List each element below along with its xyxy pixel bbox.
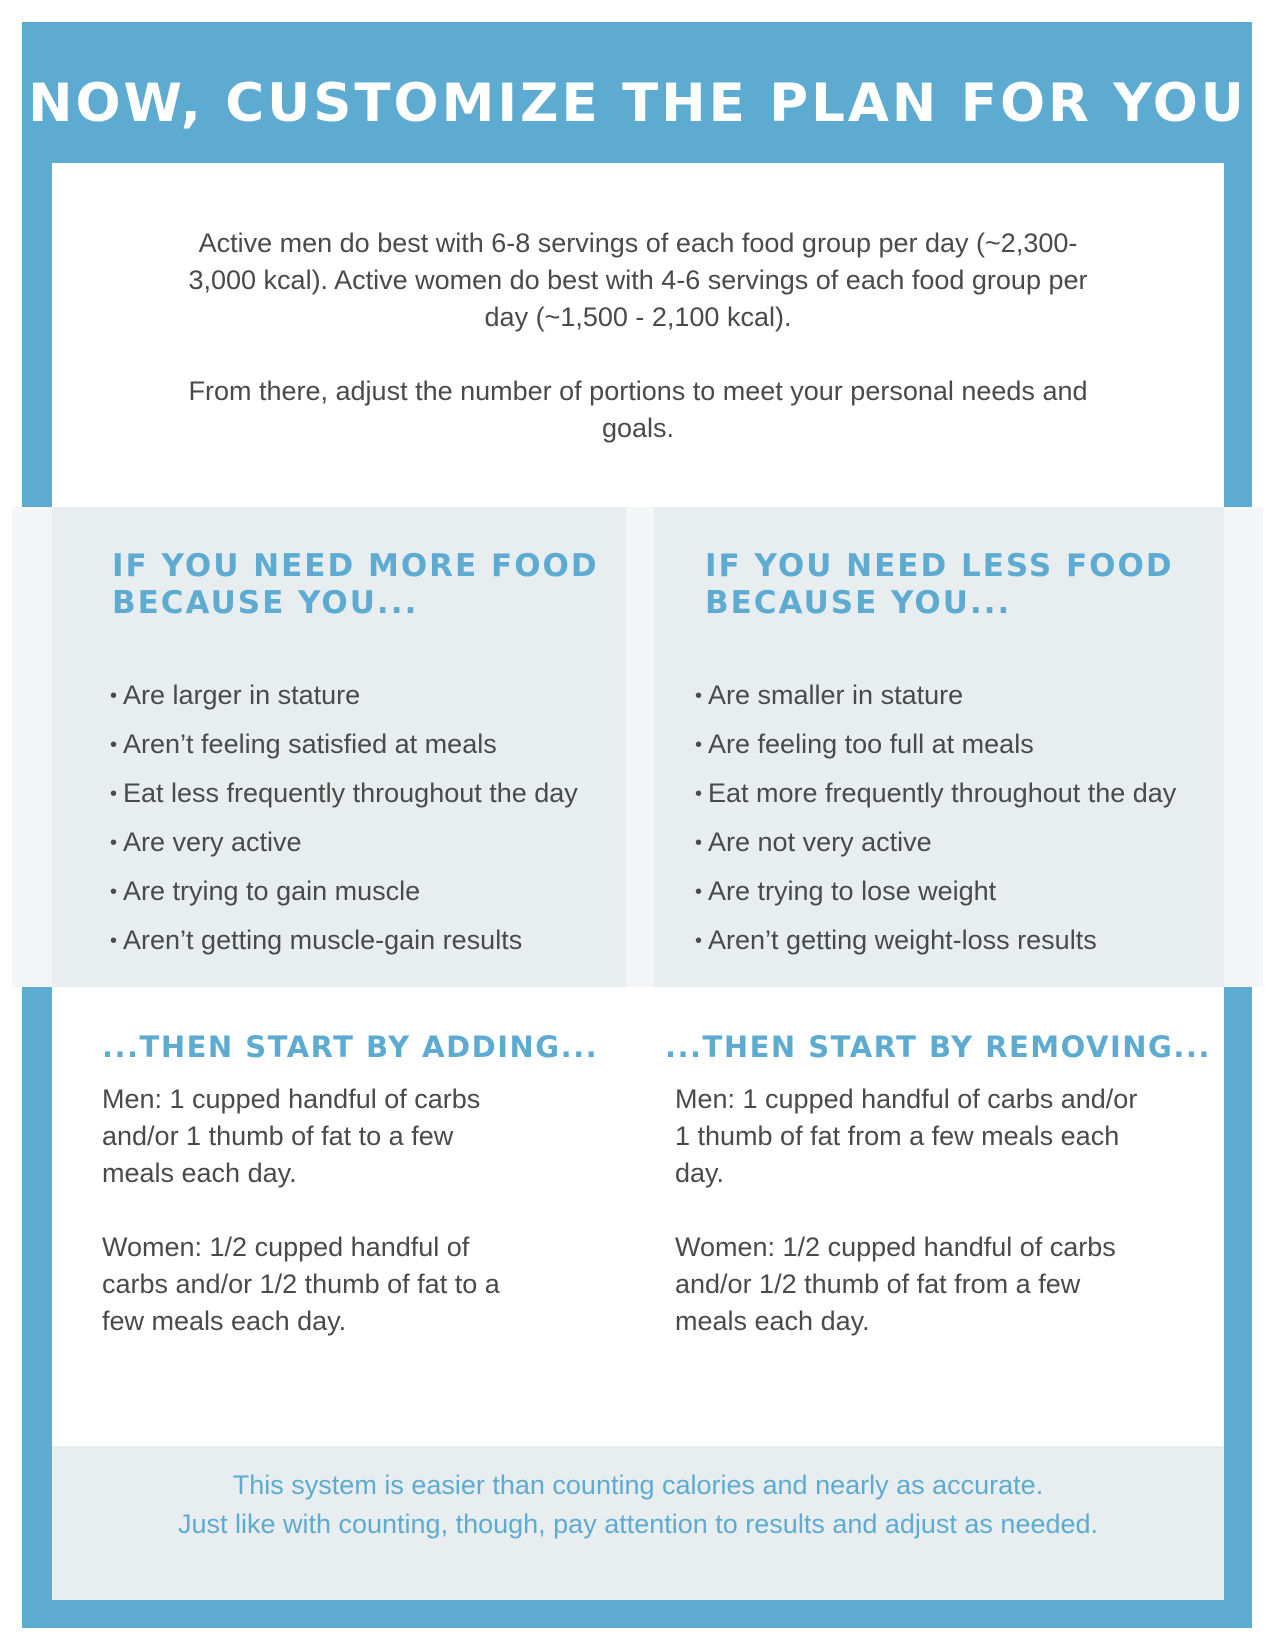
adding-women-text: Women: 1/2 cupped handful of carbs and/or 1/2 thumb of fat to a few meals each day.: [102, 1232, 500, 1336]
removing-instructions: [675, 1081, 1155, 1340]
removing-women-text: Women: 1/2 cupped handful of carbs and/or 1/2 thumb of fat from a few meals each day.: [675, 1232, 1116, 1336]
list-item: • Eat less frequently throughout the day: [110, 770, 620, 819]
less-food-heading: [705, 548, 1205, 622]
less-food-heading-line2: BECAUSE YOU...: [705, 585, 1012, 621]
list-item: • Aren’t feeling satisfied at meals: [110, 721, 620, 770]
less-food-heading-line1: IF YOU NEED LESS FOOD: [705, 548, 1174, 584]
footer-line2: Just like with counting, though, pay attention to results and adjust as needed.: [177, 1509, 1099, 1539]
less-food-reasons-list: [695, 672, 1215, 966]
list-item: • Are smaller in stature: [695, 672, 1215, 721]
adding-heading: ...THEN START BY ADDING...: [102, 1030, 599, 1064]
more-food-heading-line1: IF YOU NEED MORE FOOD: [112, 548, 599, 584]
list-item: • Aren’t getting muscle-gain results: [110, 917, 620, 966]
page-title: NOW, CUSTOMIZE THE PLAN FOR YOU: [28, 73, 1247, 134]
more-food-heading-line2: BECAUSE YOU...: [112, 585, 419, 621]
removing-men-text: Men: 1 cupped handful of carbs and/or 1 thumb of fat from a few meals each day.: [675, 1084, 1138, 1188]
intro-paragraph-adjust: From there, adjust the number of portions to meet your personal needs and goals.: [188, 376, 1088, 443]
footer-line1: This system is easier than counting calories and nearly as accurate.: [232, 1470, 1044, 1500]
intro-paragraph-servings: Active men do best with 6-8 servings of each food group per day (~2,300-3,000 kcal). Active women do best with 4-6 servings of each food group per day (~1,500 - 2,100 kcal).: [188, 228, 1088, 332]
list-item: • Are trying to gain muscle: [110, 868, 620, 917]
list-item: • Are trying to lose weight: [695, 868, 1215, 917]
list-item: • Aren’t getting weight-loss results: [695, 917, 1215, 966]
list-item: • Eat more frequently throughout the day: [695, 770, 1215, 819]
removing-heading: ...THEN START BY REMOVING...: [665, 1030, 1211, 1064]
adding-instructions: [102, 1081, 522, 1340]
more-food-reasons-list: [110, 672, 620, 966]
intro-section: [52, 225, 1224, 447]
list-item: • Are larger in stature: [110, 672, 620, 721]
list-item: • Are not very active: [695, 819, 1215, 868]
adding-men-text: Men: 1 cupped handful of carbs and/or 1 thumb of fat to a few meals each day.: [102, 1084, 481, 1188]
list-item: • Are feeling too full at meals: [695, 721, 1215, 770]
more-food-heading: [112, 548, 612, 622]
footer-note: [52, 1466, 1224, 1544]
list-item: • Are very active: [110, 819, 620, 868]
